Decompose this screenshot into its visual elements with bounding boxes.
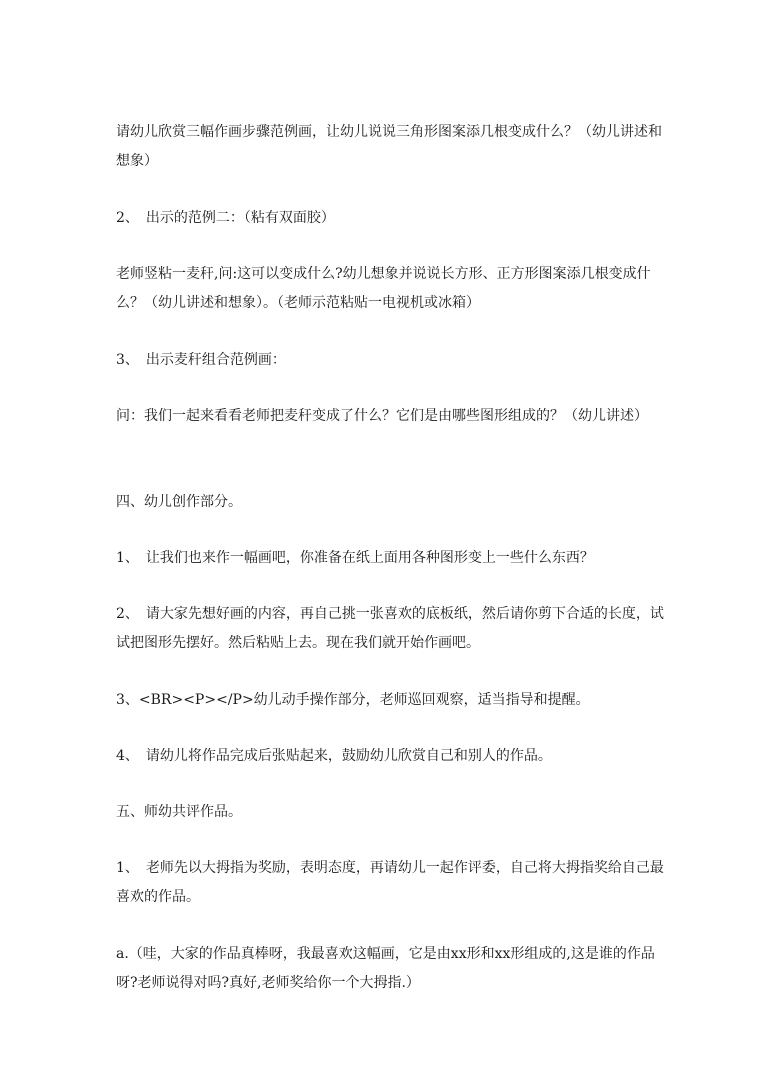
paragraph-step-2-example: 2、 出示的范例二：（粘有双面胶）: [116, 210, 335, 226]
paragraph-step-3-example: 3、 出示麦秆组合范例画：: [116, 352, 286, 368]
paragraph-intro: 请幼儿欣赏三幅作画步骤范例画，让幼儿说说三角形图案添几根变成什么？（幼儿讲述和想象）: [116, 124, 662, 169]
paragraph-creation-2: 2、 请大家先想好画的内容，再自己挑一张喜欢的底板纸，然后请你剪下合适的长度，试试把图形先摆好。然后粘贴上去。现在我们就开始作画吧。: [116, 606, 664, 651]
paragraph-creation-4: 4、 请幼儿将作品完成后张贴起来，鼓励幼儿欣赏自己和别人的作品。: [116, 748, 552, 764]
paragraph-creation-1: 1、 让我们也来作一幅画吧，你准备在纸上面用各种图形变上一些什么东西？: [116, 550, 594, 566]
paragraph-question: 问：我们一起来看看老师把麦秆变成了什么？它们是由哪些图形组成的？（幼儿讲述）: [116, 408, 648, 424]
section-heading-creation: 四、幼儿创作部分。: [116, 494, 242, 510]
paragraph-teacher-stick: 老师竖粘一麦秆,问:这可以变成什么?幼儿想象并说说长方形、正方形图案添几根变成什么？（幼儿讲述和想象）。（老师示范粘贴一电视机或冰箱）: [116, 266, 651, 311]
paragraph-evaluation-a: a.（哇，大家的作品真棒呀，我最喜欢这幅画，它是由xx形和xx形组成的,这是谁的作品呀?老师说得对吗?真好,老师奖给你一个大拇指.）: [116, 946, 655, 991]
paragraph-evaluation-1: 1、 老师先以大拇指为奖励，表明态度，再请幼儿一起作评委，自己将大拇指奖给自己最喜欢的作品。: [116, 860, 664, 905]
section-heading-evaluation: 五、师幼共评作品。: [116, 804, 242, 820]
paragraph-creation-3: 3、<BR><P></P>幼儿动手操作部分，老师巡回观察，适当指导和提醒。: [116, 692, 590, 708]
